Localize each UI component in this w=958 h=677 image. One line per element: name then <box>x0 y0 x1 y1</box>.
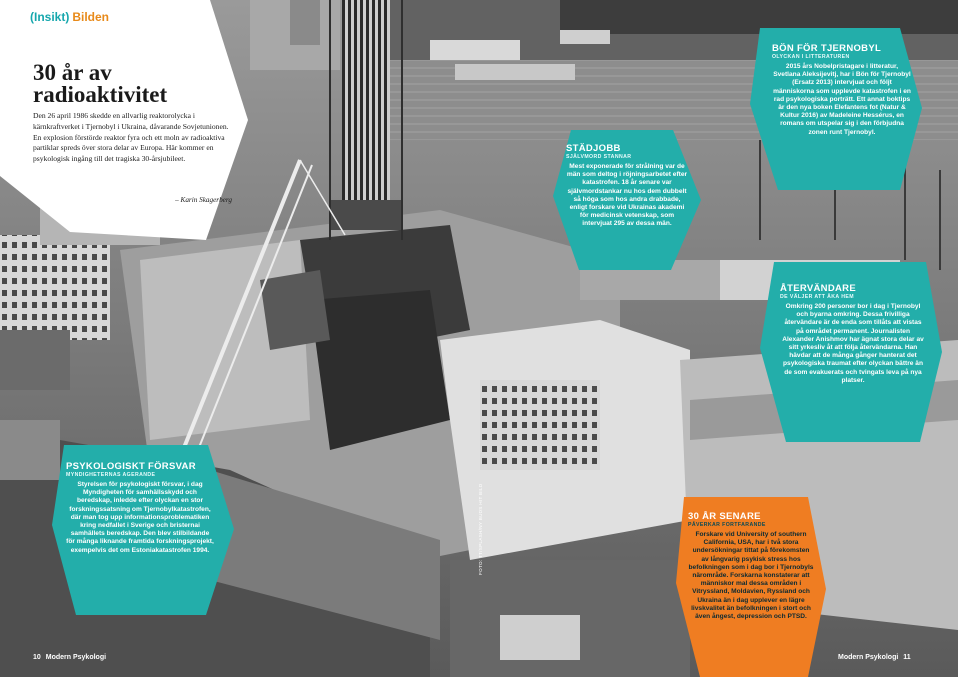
article-author: – Karin Skagerberg <box>175 196 232 204</box>
box-psykologiskt <box>66 462 214 555</box>
box-senare-body: Forskare vid University of southern California, USA, har i två stora undersökningar tittat på förekomsten av långvarig psykisk stress hos befolkningen som i dag bor i Tjernobyls närområde. Forskarna konstaterar att människor mal dessa områden i Vitryssland, Moldavien, Ryssland och Ukraina än i dag upplever en lägre livskvalitet än befolkningen i stort och även ångest, depression och PTSD. <box>688 531 814 621</box>
box-bon-subtitle: OLYCKAN I LITTERATUREN <box>772 54 850 60</box>
magazine-name-left: Modern Psykologi <box>45 654 107 661</box>
box-psykologiskt-subtitle: MYNDIGHETERNAS AGERANDE <box>66 472 156 478</box>
box-atervandare-body: Omkring 200 personer bor i dag i Tjernobyl och byarna omkring. Dessa frivilliga återvändare är de enda som tillåts att vistas på området permanent. Journalisten Alexander Anishmov har ägnat stora delar av sitt yrkesliv åt att följa återvändarna. Han hävdar att de många gånger hanterat det psykologiska traumat efter olyckan bättre än de som evakuerats och tvingats leva på nya platser. <box>782 303 924 384</box>
section-tag: (Insikt) <box>30 10 70 24</box>
box-senare <box>688 512 814 621</box>
section-name: Bilden <box>72 10 110 24</box>
footer-left <box>33 654 106 661</box>
box-atervandare-subtitle: DE VÄLJER ATT ÅKA HEM <box>780 294 854 300</box>
box-psykologiskt-title: PSYKOLOGISKT FÖRSVAR <box>66 461 196 472</box>
article-title: 30 år av radioaktivitet <box>33 60 168 107</box>
page-number-right: 11 <box>903 654 911 661</box>
box-stadjobb-body: Mest exponerade för strålning var de män som deltog i röjningsarbetet efter katastrofen. 18 år senare var självmordstankar nu hos dem dubbelt så höga som hos andra drabbade, enligt forskare vid Ukrainas akademi för medicinsk vetenskap, som intervjuat 295 av dessa män. <box>566 163 688 228</box>
box-bon-body: 2015 års Nobelpristagare i litteratur, Svetlana Aleksijevitj, har i Bön för Tjernobyl (Ersatz 2013) intervjuat och följt människorna som upplevde katastrofen i en rad psykologiska porträtt. Ett annat boktips är den nya boken Elefantens fot (Natur & Kultur 2016) av Madeleine Hessérus, en romans om utspelar sig i den förbjudna zonen runt Tjernobyl. <box>773 63 911 136</box>
box-stadjobb-subtitle: SJÄLVMORD STANNAR <box>566 154 632 160</box>
box-atervandare-title: ÅTERVÄNDARE <box>780 283 856 294</box>
box-senare-title: 30 ÅR SENARE <box>688 511 761 522</box>
article-ingress: Den 26 april 1986 skedde en allvarlig reaktorolycka i kärnkraftverket i Tjernobyl i Ukraina, dåvarande Sovjetunionen. En explosion förstörde reaktor fyra och ett moln av radioaktiva partiklar spreds över stora delar av Europa. Här kommer en psykologisk ingång till det tragiska 30-årsjubileet. <box>33 111 229 164</box>
photo-credit: FOTO: TT/SPLASH/NY BUDS HIT BILD <box>478 483 483 575</box>
box-bon-title: BÖN FÖR TJERNOBYL <box>772 43 882 54</box>
box-stadjobb <box>566 144 688 229</box>
magazine-name-right: Modern Psykologi <box>838 654 899 661</box>
box-psykologiskt-body: Styrelsen för psykologiskt försvar, i dag Myndigheten för samhällsskydd och beredskap, inledde efter olyckan en stor forskningssatsning om Tjernobylkatastrofen, där man tog upp informationsproblematiken kring nedfallet i Sverige och bristernai samhällets beredskap. Den blev stilbildande för många liknande framtida forskningsprojekt, exempelvis det om Estoniakatastrofen 1994. <box>66 481 214 554</box>
box-bon <box>772 44 912 137</box>
box-stadjobb-title: STÄDJOBB <box>566 143 621 154</box>
section-header <box>30 10 109 24</box>
footer-right <box>838 654 911 661</box>
page-number-left: 10 <box>33 654 41 661</box>
box-atervandare <box>780 284 926 385</box>
box-senare-subtitle: PÅVERKAR FORTFARANDE <box>688 522 766 528</box>
